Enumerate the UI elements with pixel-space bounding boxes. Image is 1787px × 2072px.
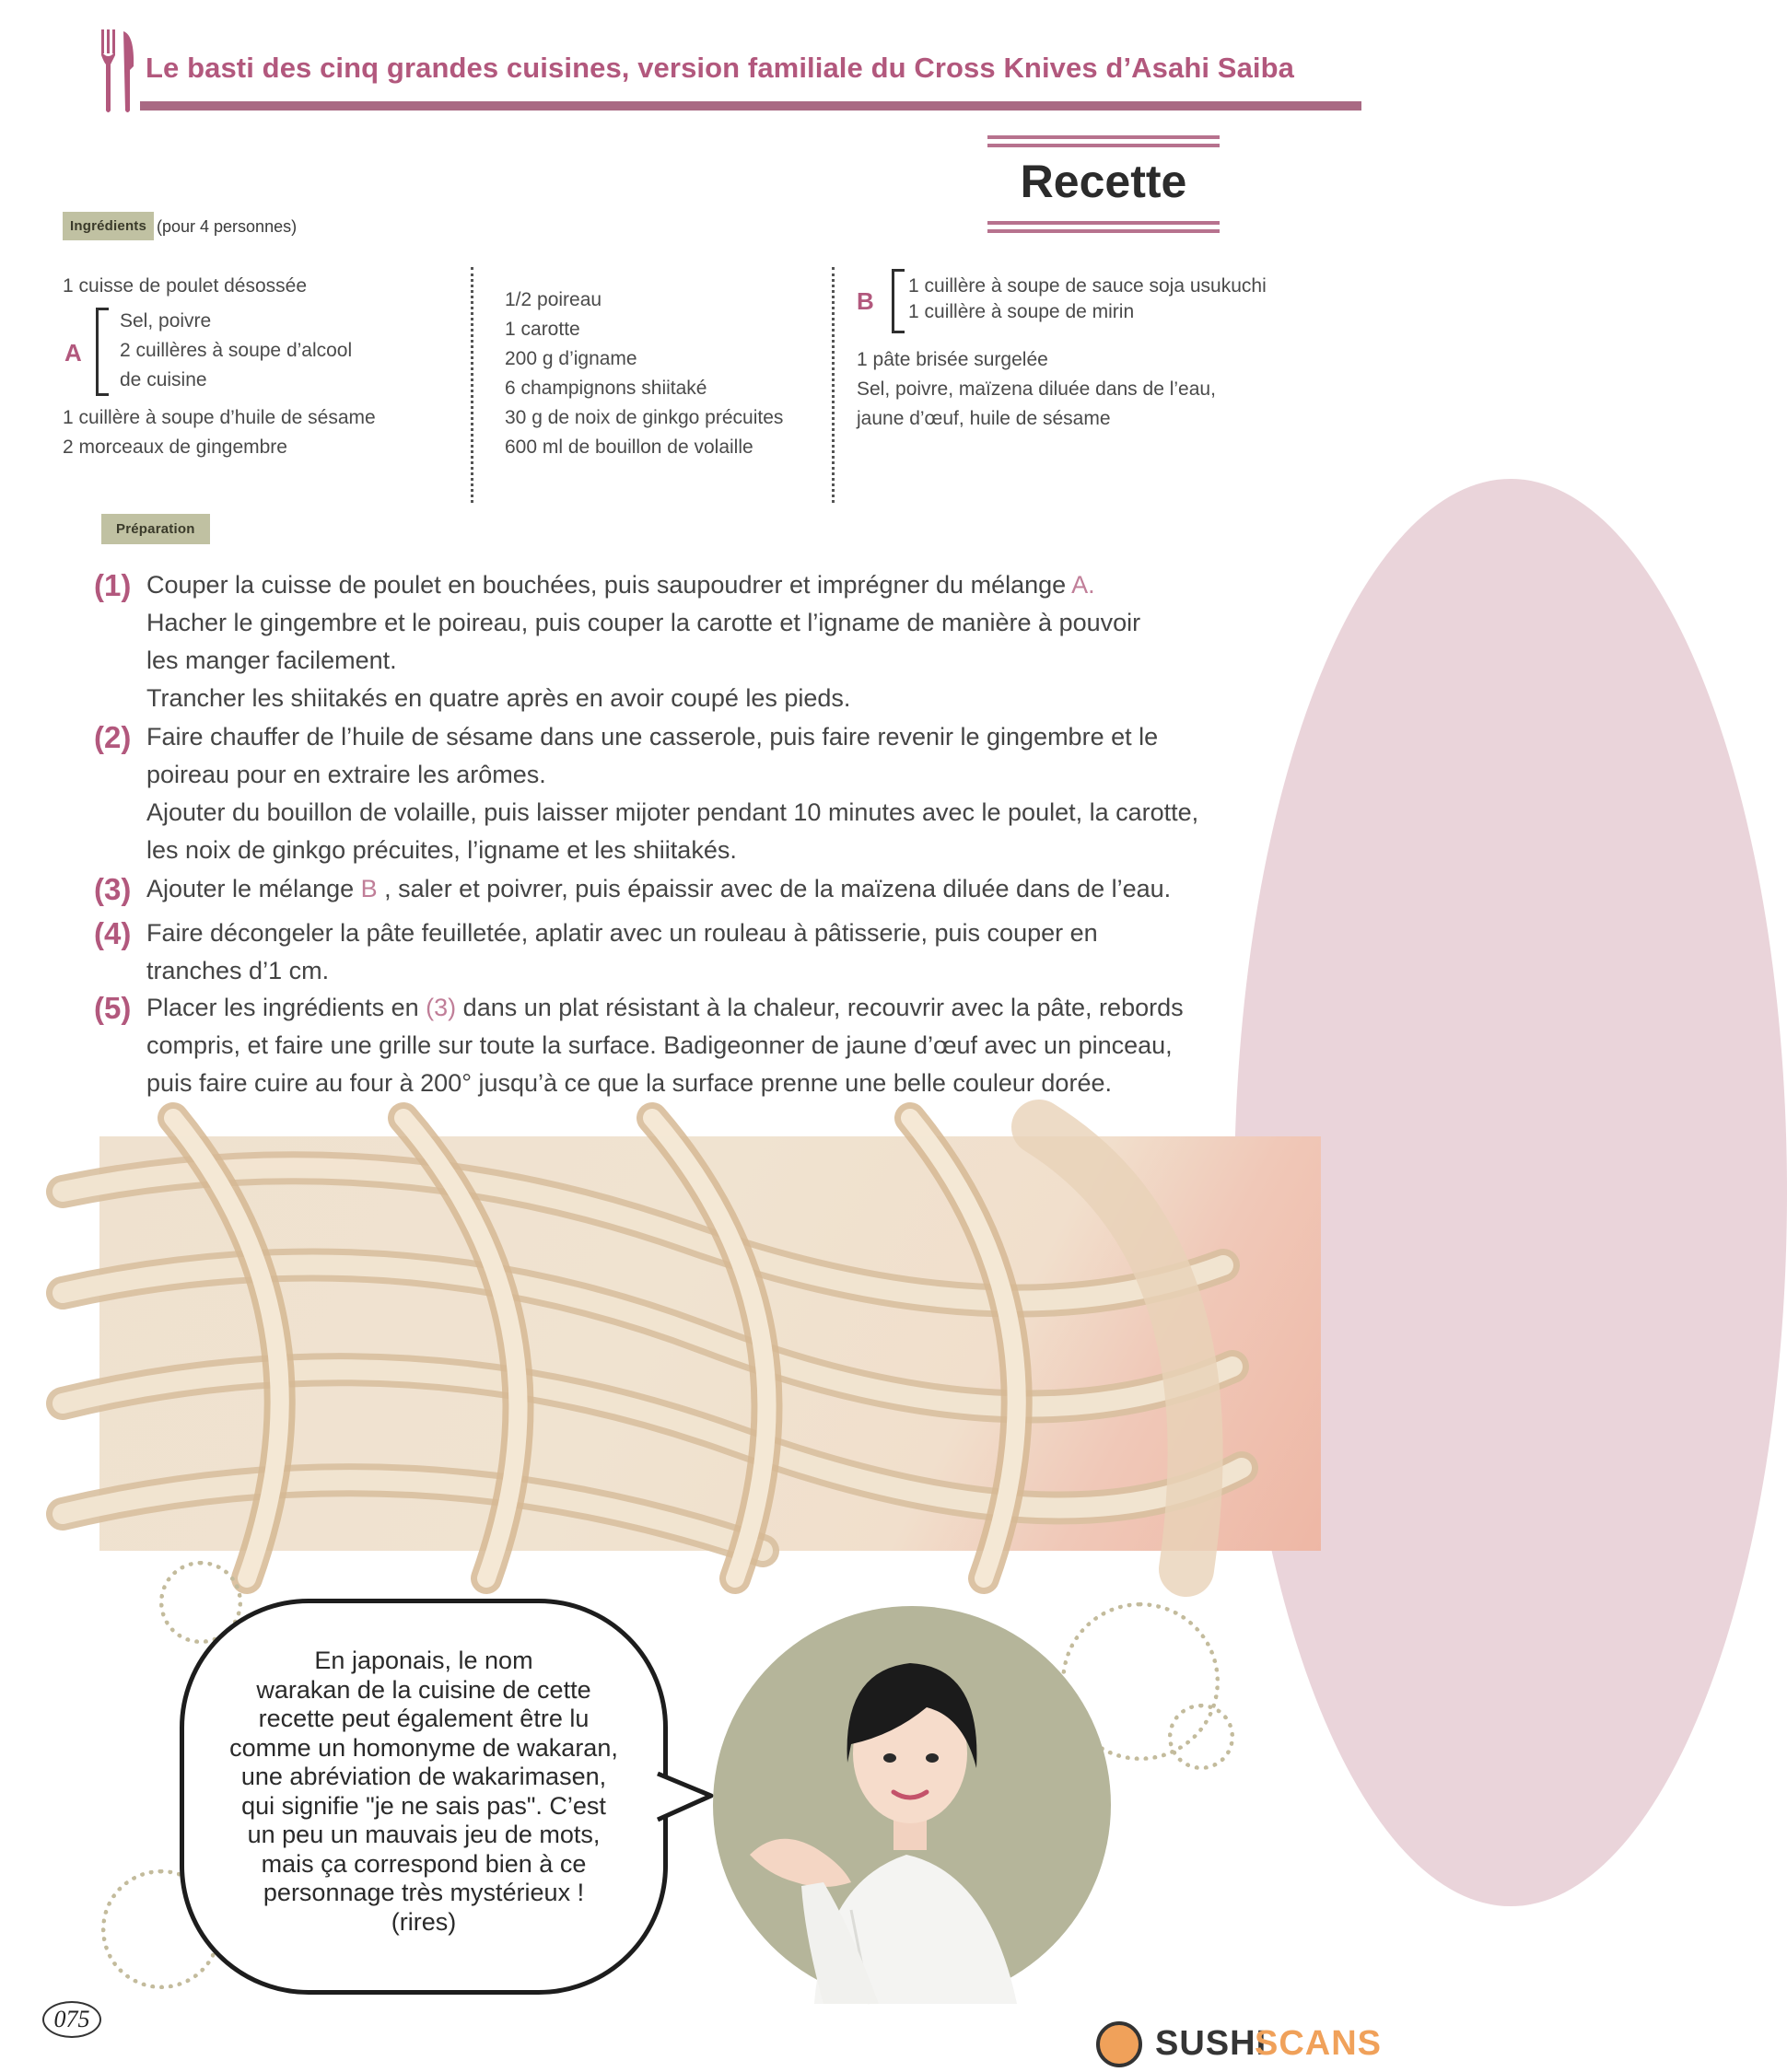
step-line: tranches d’1 cm. — [146, 957, 330, 984]
step-number: (1) — [94, 568, 132, 602]
column-separator — [471, 267, 473, 503]
ingredient-item: 1 pâte brisée surgelée — [857, 349, 1048, 370]
pie-lattice-image — [99, 1136, 1321, 1551]
page-title: Le basti des cinq grandes cuisines, version familiale du Cross Knives d’Asahi Saiba — [146, 52, 1294, 84]
column-separator — [832, 267, 835, 503]
decorative-dotted-ring — [1168, 1704, 1234, 1770]
ingredient-sesame-oil: 1 cuillère à soupe d’huile de sésame — [63, 407, 376, 428]
bubble-line: (rires) — [391, 1907, 457, 1936]
bubble-line: personnage très mystérieux ! — [263, 1879, 585, 1906]
speech-bubble-tail — [654, 1768, 715, 1827]
step-line: Hacher le gingembre et le poireau, puis couper la carotte et l’igname de manière à pouvoir — [146, 609, 1141, 636]
group-a-item: de cuisine — [120, 369, 207, 390]
chef-portrait — [713, 1606, 1111, 2004]
ingredient-chicken: 1 cuisse de poulet désossée — [63, 275, 308, 297]
step-text: , saler et poivrer, puis épaissir avec de la maïzena diluée dans de l’eau. — [377, 875, 1172, 902]
bubble-line: une abréviation de wakarimasen, — [240, 1763, 607, 1790]
ingredient-item: 1 carotte — [505, 319, 580, 340]
recette-rule-top-2 — [987, 144, 1220, 147]
group-b-item: 1 cuillère à soupe de sauce soja usukuchi — [908, 275, 1267, 297]
step-line: Ajouter du bouillon de volaille, puis laisser mijoter pendant 10 minutes avec le poulet, la carotte, — [146, 798, 1199, 826]
step-number: (2) — [94, 720, 132, 754]
step-line: Faire chauffer de l’huile de sésame dans une casserole, puis faire revenir le gingembre et le — [146, 723, 1159, 751]
group-b-bracket — [892, 269, 905, 333]
step-text: Placer les ingrédients en — [146, 994, 426, 1021]
ingredient-item: 1/2 poireau — [505, 289, 602, 310]
step-line: poireau pour en extraire les arômes. — [146, 761, 546, 788]
step-line: les manger facilement. — [146, 646, 397, 674]
step-number: (3) — [94, 872, 132, 906]
step-text: dans un plat résistant à la chaleur, recouvrir avec la pâte, rebords — [456, 994, 1184, 1021]
chef-illustration — [713, 1606, 1111, 2004]
speech-bubble-text — [203, 1647, 645, 1937]
page-number: 075 — [42, 2001, 101, 2038]
ingredient-item: 30 g de noix de ginkgo précuites — [505, 407, 784, 428]
bubble-line: un peu un mauvais jeu de mots, — [247, 1821, 601, 1848]
group-a-bracket — [96, 308, 109, 396]
group-a-letter: A — [64, 339, 82, 367]
logo-word-scans: SCANS — [1255, 2024, 1383, 2063]
ingredient-item: 6 champignons shiitaké — [505, 378, 707, 399]
logo-word-sushi: SUSHI — [1155, 2024, 1267, 2063]
bubble-line: En japonais, le nom — [314, 1647, 533, 1674]
step-text: Ajouter le mélange — [146, 875, 361, 902]
recipe-heading: Recette — [1020, 156, 1187, 207]
ingredient-item: 200 g d’igname — [505, 348, 637, 369]
group-b-item: 1 cuillère à soupe de mirin — [908, 301, 1135, 322]
step-ref: (3) — [426, 994, 457, 1021]
step-line: Trancher les shiitakés en quatre après en avoir coupé les pieds. — [146, 684, 851, 712]
ingredient-ginger: 2 morceaux de gingembre — [63, 437, 287, 458]
step-line: puis faire cuire au four à 200° jusqu’à ce que la surface prenne une belle couleur dorée. — [146, 1069, 1112, 1097]
ingredient-item: 600 ml de bouillon de volaille — [505, 437, 753, 458]
step-line — [146, 995, 1184, 1020]
pie-photo — [99, 1136, 1321, 1551]
step-ref: B — [360, 875, 378, 902]
step-line: compris, et faire une grille sur toute la surface. Badigeonner de jaune d’œuf avec un pinceau, — [146, 1031, 1173, 1059]
group-b-letter: B — [857, 287, 874, 315]
ingredient-item: Sel, poivre, maïzena diluée dans de l’eau, — [857, 378, 1216, 400]
header-rule — [140, 101, 1361, 111]
recette-rule-top-1 — [987, 135, 1220, 139]
servings-note: (pour 4 personnes) — [157, 217, 298, 236]
bubble-line: recette peut également être lu — [258, 1705, 590, 1732]
ingredients-tag: Ingrédients — [63, 212, 154, 240]
step-line: les noix de ginkgo précuites, l’igname et les shiitakés. — [146, 836, 737, 864]
step-text: Couper la cuisse de poulet en bouchées, puis saupoudrer et imprégner du mélange — [146, 571, 1072, 599]
recette-rule-bottom-2 — [987, 229, 1220, 233]
bubble-line: qui signifie "je ne sais pas". C’est — [241, 1791, 606, 1820]
bubble-line: mais ça correspond bien à ce — [261, 1849, 587, 1878]
step-line: Faire décongeler la pâte feuilletée, aplatir avec un rouleau à pâtisserie, puis couper en — [146, 919, 1098, 947]
recette-rule-bottom-1 — [987, 221, 1220, 225]
ingredient-item: jaune d’œuf, huile de sésame — [857, 408, 1111, 429]
group-a-item: Sel, poivre — [120, 310, 212, 332]
step-ref: A. — [1071, 571, 1095, 599]
fork-knife-icon — [99, 29, 136, 114]
step-number: (5) — [94, 991, 132, 1025]
step-line — [146, 877, 1171, 902]
bubble-line: comme un homonyme de wakaran, — [229, 1733, 618, 1762]
bubble-line: warakan de la cuisine de cette — [256, 1675, 591, 1704]
sushi-scans-logo-icon — [1096, 2021, 1142, 2067]
group-a-item: 2 cuillères à soupe d’alcool — [120, 340, 353, 361]
preparation-tag: Préparation — [101, 514, 210, 544]
step-number: (4) — [94, 916, 132, 950]
step-line — [146, 573, 1095, 598]
